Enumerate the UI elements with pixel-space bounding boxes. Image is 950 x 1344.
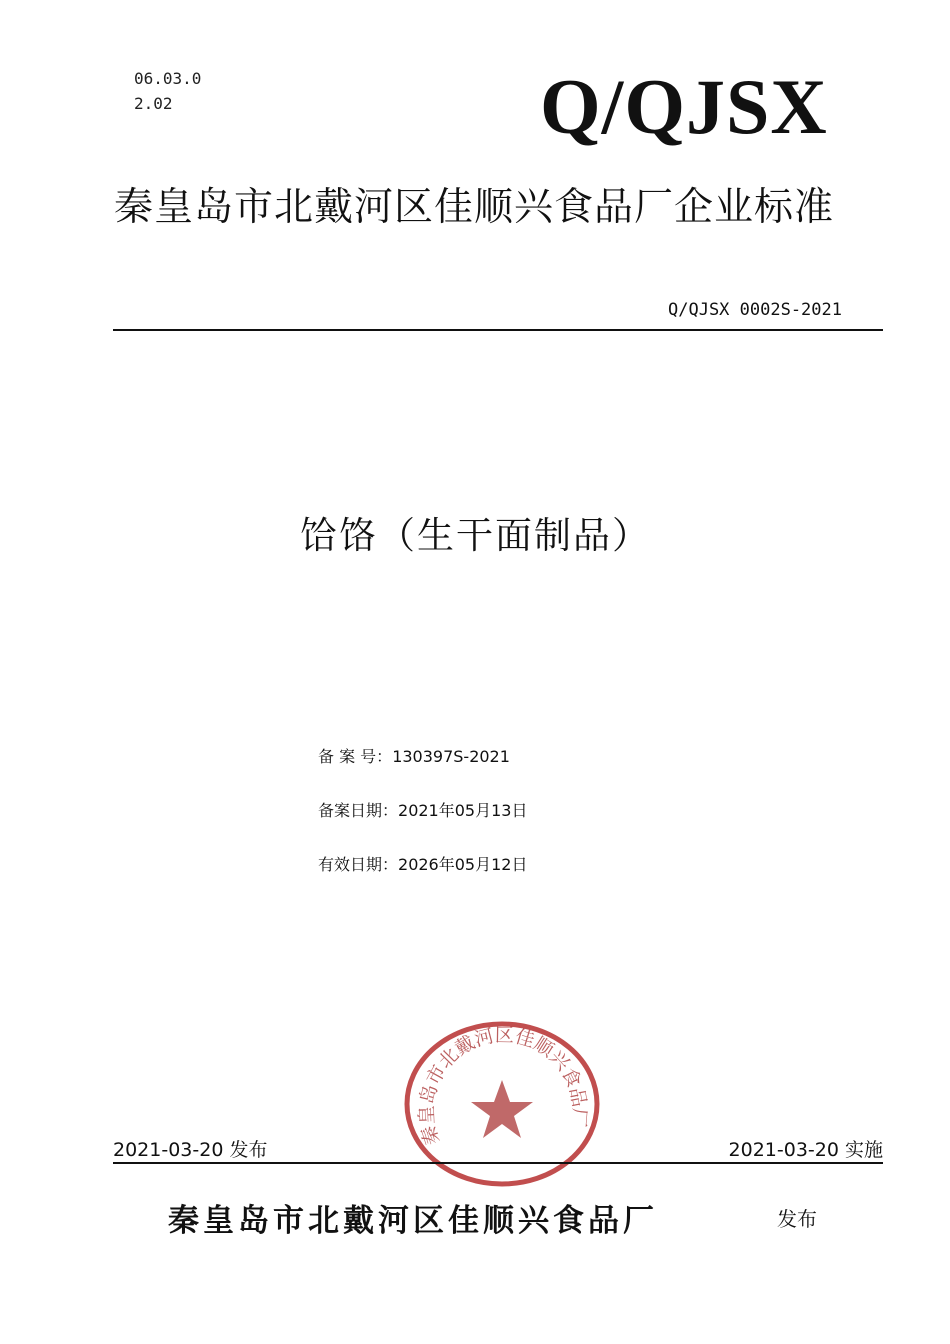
classification-code-line1: 06.03.0 [134,69,202,88]
issue-date: 2021-03-20 发布 [113,1139,268,1161]
valid-date-value: 2026年05月12日 [398,855,528,874]
publish-label: 发布 [777,1207,817,1231]
seal-text: 秦皇岛市北戴河区佳顺兴食品厂 [415,1024,591,1148]
document-title: 饸饹（生干面制品） [300,514,651,557]
standard-number: Q/QJSX 0002S-2021 [668,300,842,320]
standard-mark: Q/QJSX [540,63,828,150]
footer-divider [113,1162,883,1164]
classification-code [134,66,201,116]
record-date-row [318,798,527,821]
record-date-value: 2021年05月13日 [398,801,528,820]
record-number-value: 130397S-2021 [392,747,510,766]
company-standard-heading: 秦皇岛市北戴河区佳顺兴食品厂企业标准 [114,185,835,230]
star-icon [471,1080,533,1138]
record-number-label: 备 案 号： [318,747,393,766]
record-date-label: 备案日期： [318,801,399,820]
header-divider [113,329,883,331]
valid-date-row [318,852,527,875]
record-number-row [318,744,510,767]
implementation-date: 2021-03-20 实施 [728,1139,883,1161]
publisher-name: 秦皇岛市北戴河区佳顺兴食品厂 [168,1203,658,1239]
classification-code-line2: 2.02 [134,94,173,113]
valid-date-label: 有效日期： [318,855,399,874]
company-seal [400,1012,605,1187]
